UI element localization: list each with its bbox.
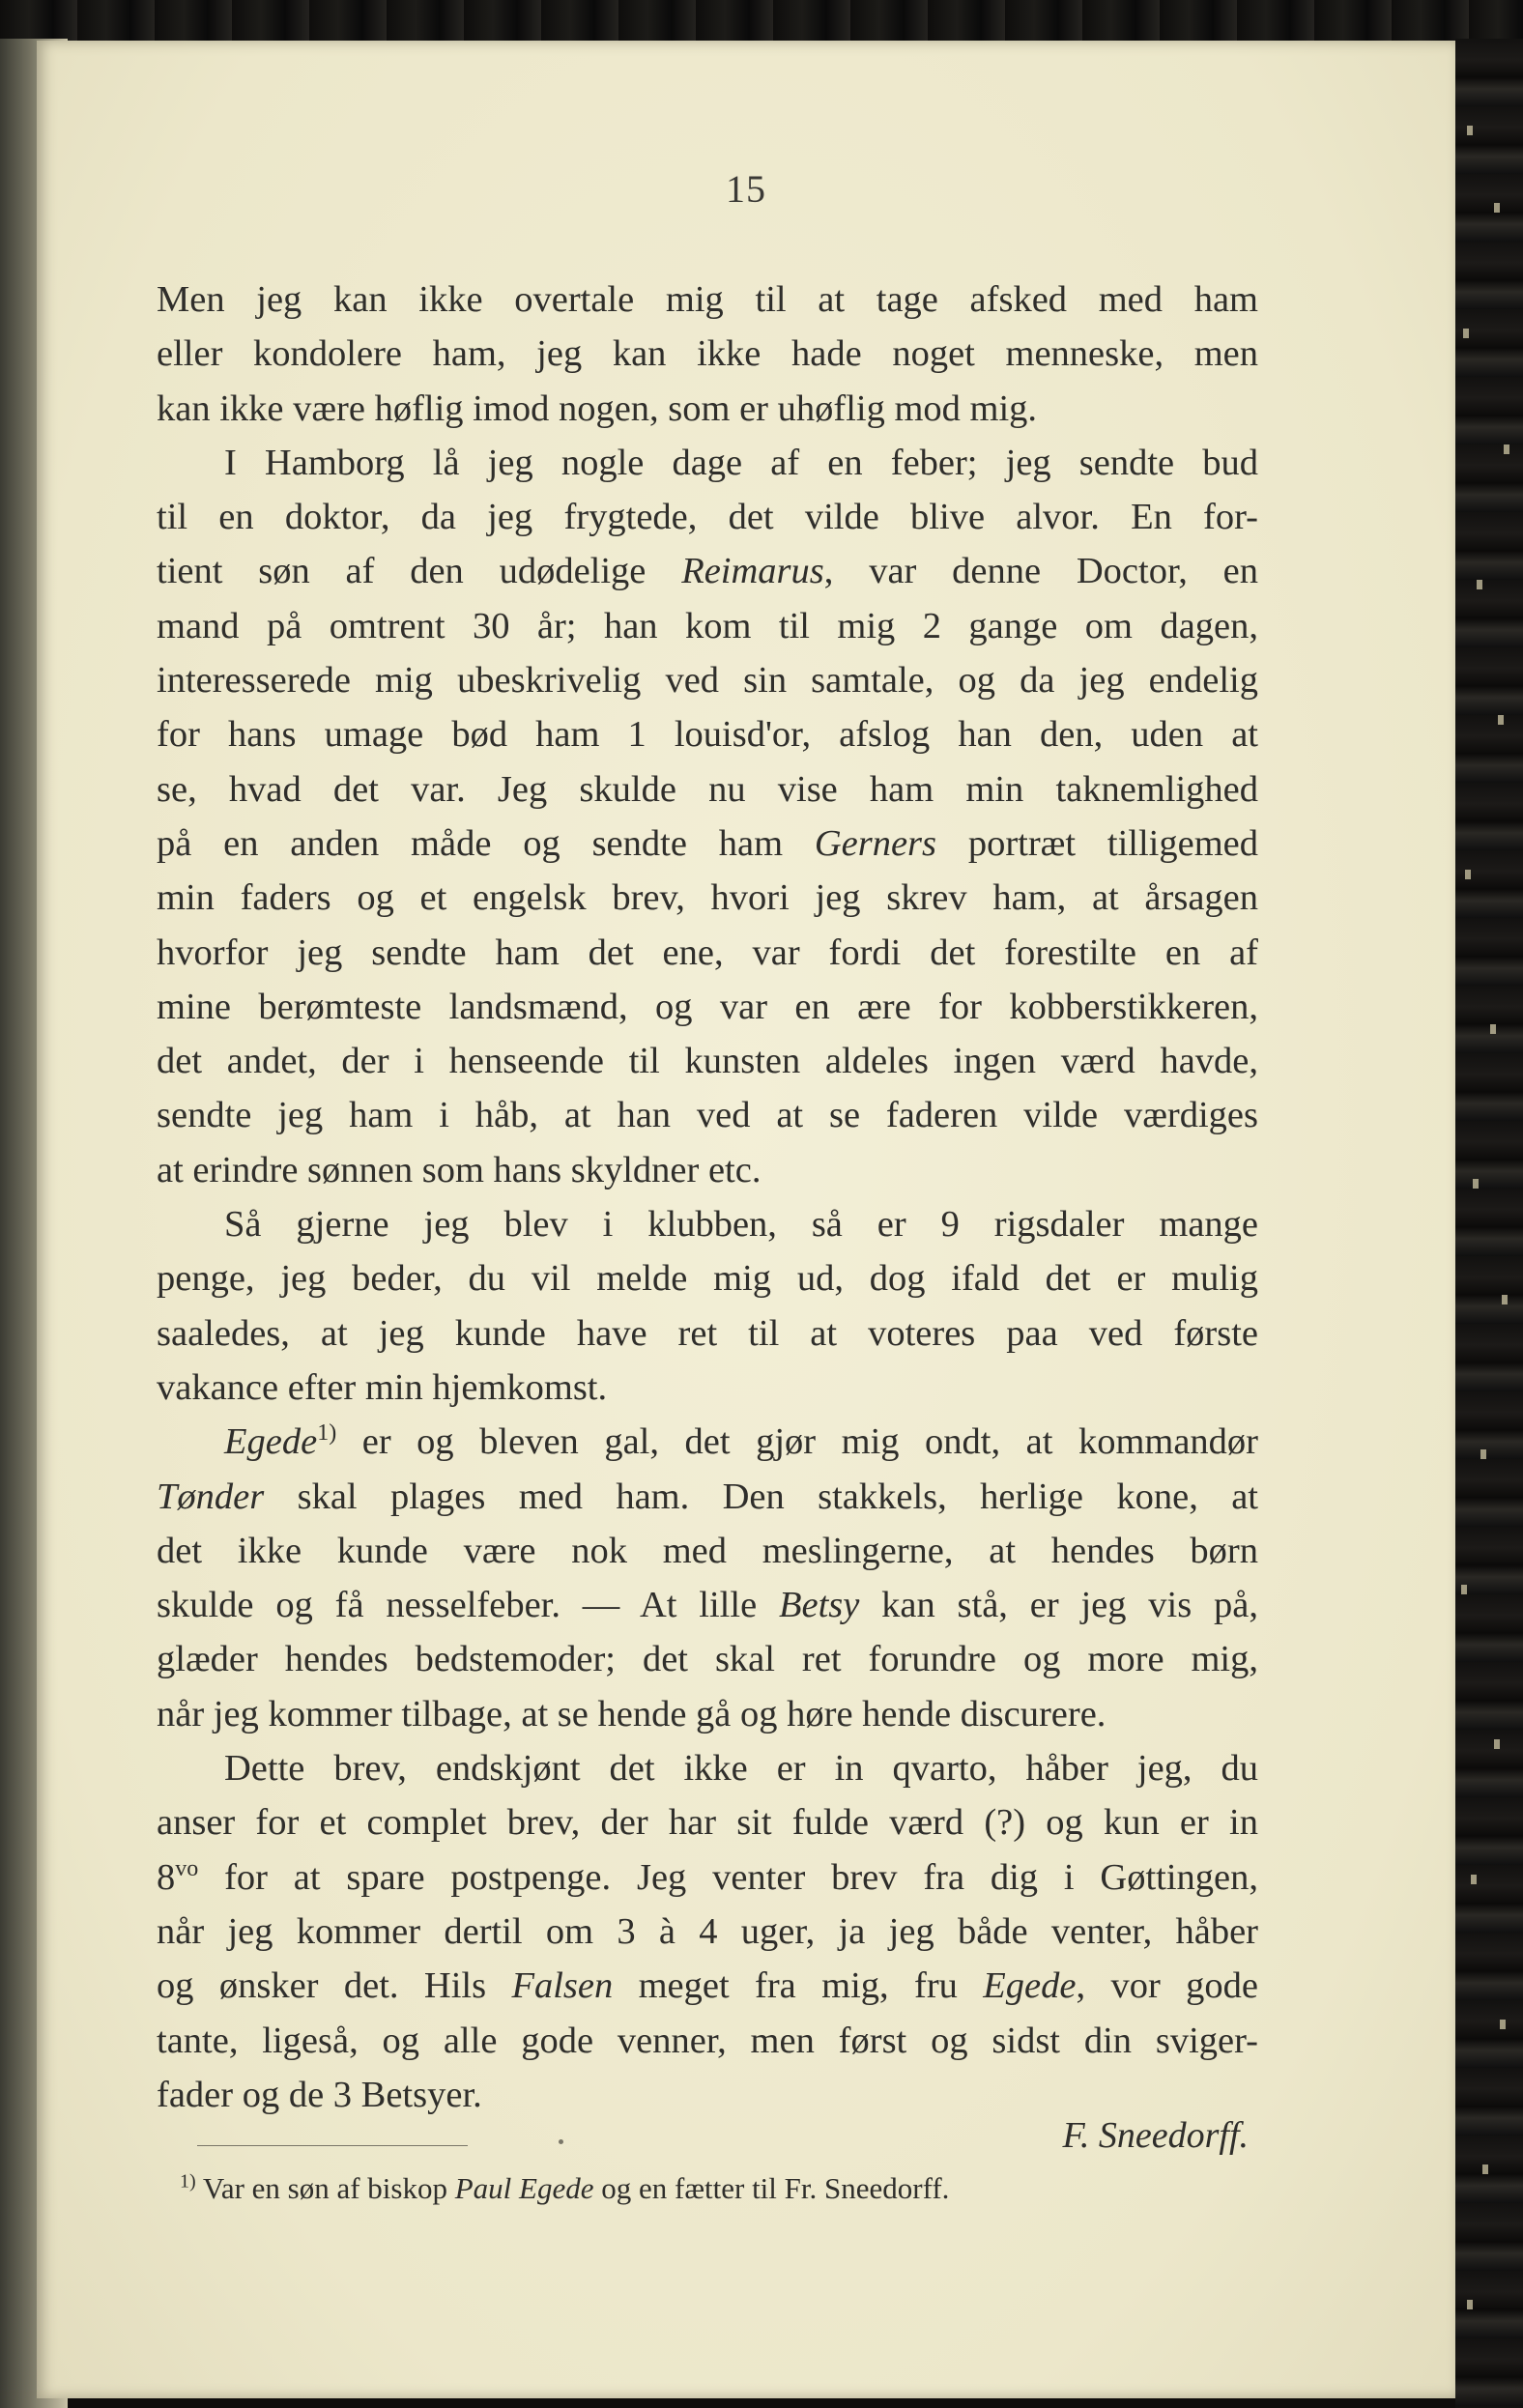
text-run: saaledes, at jeg kunde have ret til at voteres paa ved første [157, 1312, 1258, 1354]
binding-speck [1471, 1875, 1477, 1884]
binding-speck [1498, 715, 1504, 725]
text-line [157, 1251, 1258, 1305]
binding-speck [1500, 2020, 1506, 2029]
text-run: når jeg kommer dertil om 3 à 4 uger, ja jeg både venter, håber [157, 1910, 1258, 1952]
text-run: skulde og få nesselfeber. — At lille [157, 1585, 779, 1626]
text-line [157, 1687, 1258, 1741]
binding-speck [1467, 2300, 1473, 2309]
binding-speck [1467, 126, 1473, 135]
binding-speck [1490, 1024, 1496, 1034]
superscript: 1) [180, 2170, 196, 2193]
italic-text: Egede [983, 1965, 1077, 2007]
text-run: 8 [157, 1856, 176, 1898]
italic-text: Paul Egede [454, 2171, 594, 2205]
text-run: Men jeg kan ikke overtale mig til at tage afsked med ham [157, 279, 1258, 320]
superscript: vo [175, 1855, 199, 1881]
italic-text: Betsy [778, 1585, 860, 1626]
text-run: se, hvad det var. Jeg skulde nu vise ham min taknemlighed [157, 768, 1258, 810]
text-run: det ikke kunde være nok med meslingerne, at hendes børn [157, 1530, 1258, 1571]
italic-text: Tønder [157, 1476, 265, 1517]
text-line [157, 1578, 1258, 1632]
text-run: , vor gode [1076, 1965, 1258, 2007]
text-line [157, 1632, 1258, 1686]
text-line [157, 926, 1258, 980]
text-run: min faders og et engelsk brev, hvori jeg skrev ham, at årsagen [157, 877, 1258, 919]
text-run: mand på omtrent 30 år; han kom til mig 2 gange om dagen, [157, 605, 1258, 646]
text-line [157, 1741, 1258, 1795]
text-line [157, 1034, 1258, 1088]
text-run: Var en søn af biskop [195, 2171, 455, 2205]
text-line [157, 599, 1258, 653]
text-line [157, 762, 1258, 817]
text-run: når jeg kommer tilbage, at se hende gå og høre hende discurere. [157, 1693, 1106, 1734]
text-run: glæder hendes bedstemoder; det skal ret forundre og more mig, [157, 1639, 1258, 1680]
binding-speck [1482, 2164, 1488, 2174]
text-line [157, 1959, 1258, 2013]
text-line [157, 382, 1258, 436]
text-line [157, 1795, 1258, 1849]
text-line [157, 436, 1258, 490]
footnote-separator-rule [197, 2145, 468, 2146]
text-run: portræt tilligemed [936, 822, 1258, 864]
text-run: og en fætter til Fr. Sneedorff. [593, 2171, 950, 2205]
binding-speck [1463, 329, 1469, 338]
text-line [157, 1143, 1258, 1197]
text-run: penge, jeg beder, du vil melde mig ud, dog ifald det er mulig [157, 1258, 1258, 1300]
text-run: Dette brev, endskjønt det ikke er in qvarto, håber jeg, du [224, 1748, 1258, 1790]
superscript: 1) [317, 1420, 337, 1447]
text-line [157, 1088, 1258, 1142]
text-line [157, 544, 1258, 598]
text-run: meget fra mig, fru [613, 1965, 984, 2007]
text-line [157, 653, 1258, 707]
italic-text: Reimarus [681, 551, 824, 592]
text-run: for at spare postpenge. Jeg venter brev fra dig i Gøttingen, [198, 1856, 1258, 1898]
binding-speck [1465, 870, 1471, 879]
text-line [157, 1850, 1258, 1905]
text-line [157, 1197, 1258, 1251]
text-line [157, 1470, 1258, 1524]
text-run: at erindre sønnen som hans skyldner etc. [157, 1149, 762, 1190]
text-run: på en anden måde og sendte ham [157, 822, 815, 864]
text-line [157, 1524, 1258, 1578]
text-run: anser for et complet brev, der har sit fulde værd (?) og kun er in [157, 1802, 1258, 1844]
text-line [157, 490, 1258, 544]
italic-text: Gerners [814, 822, 937, 864]
text-run: kan stå, er jeg vis på, [859, 1585, 1258, 1626]
text-run: for hans umage bød ham 1 louisd'or, afslog han den, uden at [157, 714, 1258, 756]
text-line [157, 871, 1258, 925]
signature-row [157, 2114, 1258, 2168]
text-line [157, 2014, 1258, 2068]
text-run: kan ikke være høflig imod nogen, som er uhøflig mod mig. [157, 387, 1038, 429]
text-line [157, 272, 1258, 327]
text-run: er og bleven gal, det gjør mig ondt, at kommandør [336, 1421, 1258, 1463]
text-run: sendte jeg ham i håb, at han ved at se faderen vilde værdiges [157, 1095, 1258, 1136]
text-line [157, 1361, 1258, 1415]
text-run: vakance efter min hjemkomst. [157, 1366, 608, 1408]
signature: F. Sneedorff. [1062, 2115, 1249, 2156]
binding-speck [1480, 1449, 1486, 1459]
text-line [157, 327, 1258, 381]
ink-dot [559, 2139, 563, 2144]
binding-speck [1502, 1295, 1508, 1304]
binding-speck [1494, 203, 1500, 213]
binding-speck [1461, 1585, 1467, 1594]
italic-text: Egede [224, 1421, 318, 1463]
book-binding-edge [1455, 39, 1523, 2408]
text-line [157, 1905, 1258, 1959]
text-line [157, 1306, 1258, 1361]
page-number: 15 [726, 167, 766, 211]
text-run: I Hamborg lå jeg nogle dage af en feber; jeg sendte bud [224, 442, 1258, 483]
footnote [180, 2171, 1243, 2206]
letter-body [157, 272, 1258, 2122]
italic-text: Falsen [511, 1965, 614, 2007]
text-line [157, 1415, 1258, 1469]
text-run: og ønsker det. Hils [157, 1965, 512, 2007]
text-run: det andet, der i henseende til kunsten aldeles ingen værd havde, [157, 1041, 1258, 1082]
text-line [157, 980, 1258, 1034]
text-run: Så gjerne jeg blev i klubben, så er 9 rigsdaler mange [224, 1204, 1258, 1246]
text-run: skal plages med ham. Den stakkels, herlige kone, at [264, 1476, 1258, 1517]
text-run: hvorfor jeg sendte ham det ene, var fordi det forestilte en af [157, 932, 1258, 973]
text-run: interesserede mig ubeskrivelig ved sin samtale, og da jeg endelig [157, 660, 1258, 702]
text-run: fader og de 3 Betsyer. [157, 2074, 482, 2115]
binding-speck [1494, 1739, 1500, 1749]
binding-speck [1473, 1179, 1479, 1189]
book-page [37, 41, 1455, 2398]
text-line [157, 707, 1258, 761]
scan-top-edge [0, 0, 1523, 43]
text-line [157, 817, 1258, 871]
text-run: , var denne Doctor, en [823, 551, 1258, 592]
text-run: tante, ligeså, og alle gode venner, men først og sidst din sviger- [157, 2020, 1258, 2061]
text-run: tient søn af den udødelige [157, 551, 682, 592]
text-run: eller kondolere ham, jeg kan ikke hade noget menneske, men [157, 333, 1258, 375]
text-run: mine berømteste landsmænd, og var en ære for kobberstikkeren, [157, 986, 1258, 1027]
text-run: til en doktor, da jeg frygtede, det vilde blive alvor. En for- [157, 497, 1258, 538]
binding-speck [1477, 580, 1482, 589]
binding-speck [1504, 444, 1509, 454]
